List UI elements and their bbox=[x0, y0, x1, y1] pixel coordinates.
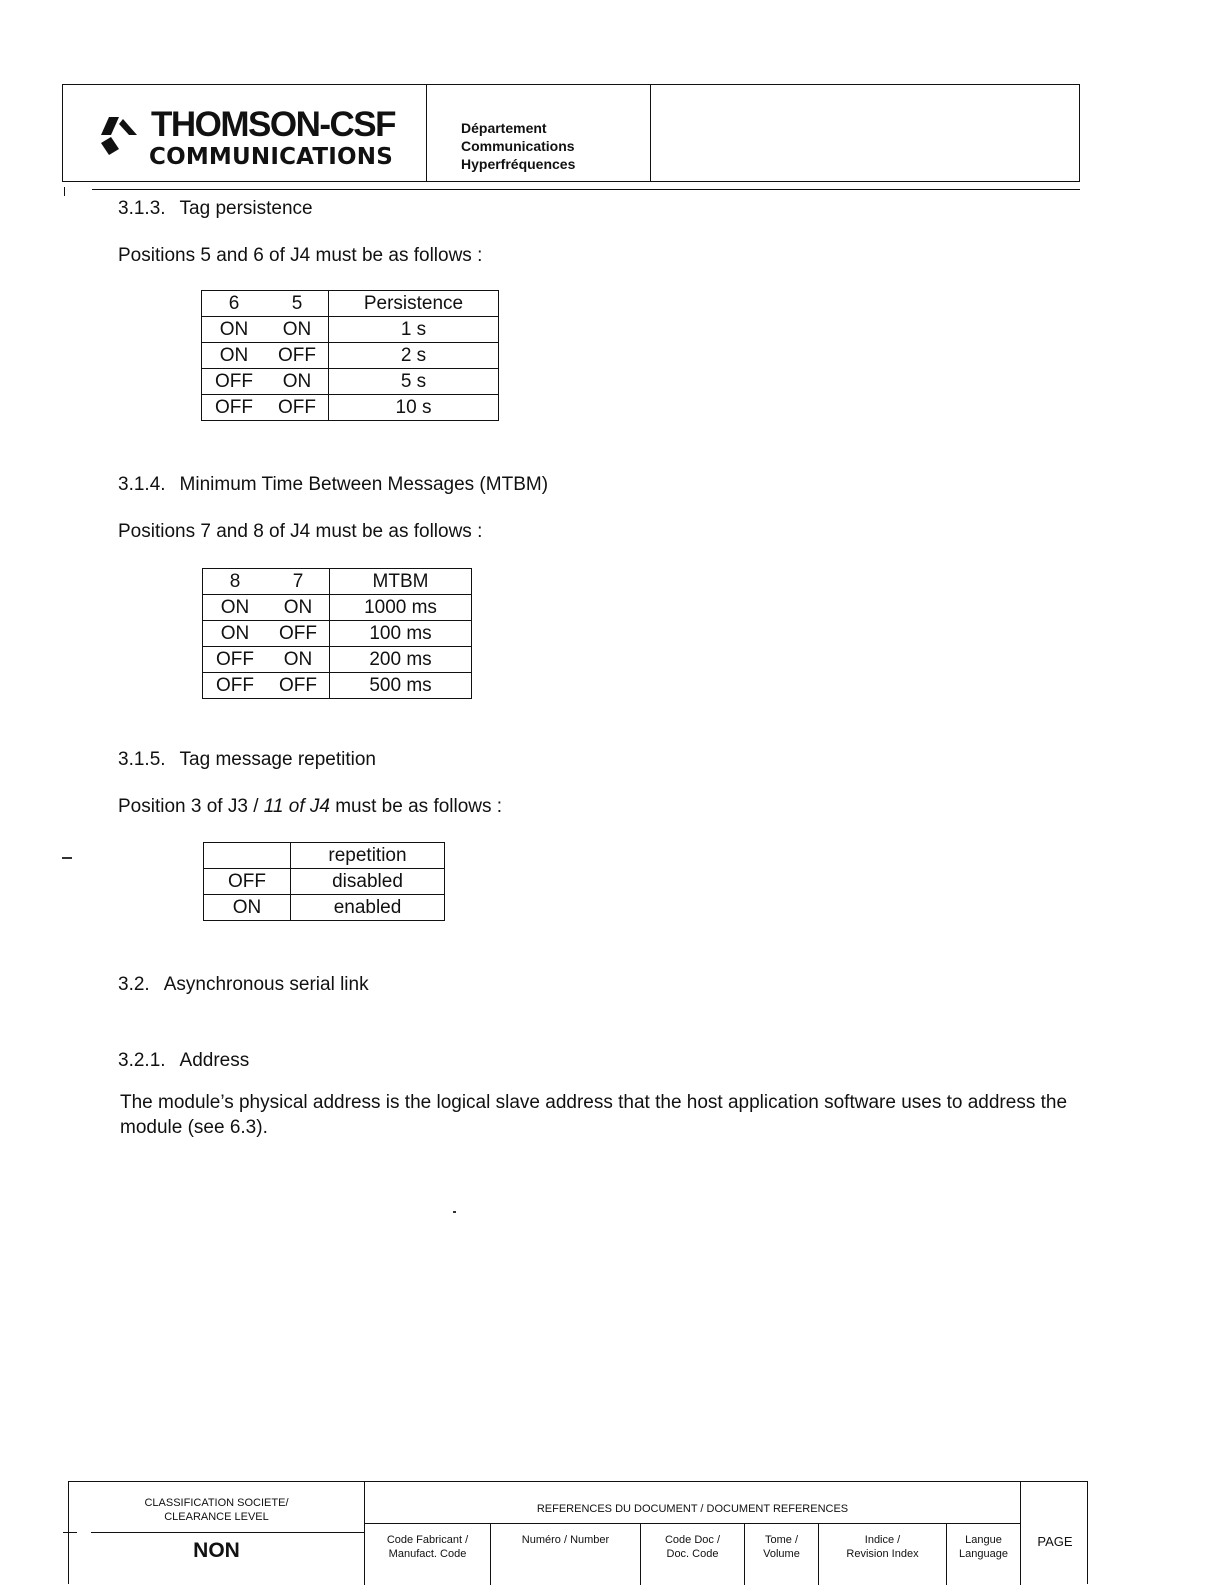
ref-col-language bbox=[947, 1524, 1021, 1585]
table-cell: OFF bbox=[202, 369, 267, 395]
ref-col-volume bbox=[745, 1524, 819, 1585]
persistence-table bbox=[201, 290, 499, 421]
ref-col-doc-code bbox=[641, 1524, 745, 1585]
section-number: 3.1.3. bbox=[118, 198, 166, 219]
table-header-cell: 7 bbox=[267, 569, 330, 595]
ref-col-label: Manufact. Code bbox=[388, 1548, 467, 1560]
table-cell: 2 s bbox=[329, 343, 499, 369]
header-blank-cell bbox=[651, 85, 1079, 181]
section-number: 3.1.4. bbox=[118, 474, 166, 495]
department-cell bbox=[427, 85, 651, 181]
table-row bbox=[204, 895, 445, 921]
table-cell: 1 s bbox=[329, 317, 499, 343]
ref-col-number bbox=[491, 1524, 640, 1547]
table-cell: OFF bbox=[203, 647, 268, 673]
table-row bbox=[203, 647, 472, 673]
section-intro: Positions 7 and 8 of J4 must be as follows : bbox=[118, 521, 483, 542]
scan-speck bbox=[453, 1211, 456, 1213]
ref-col-label: Langue bbox=[965, 1534, 1002, 1546]
table-cell: ON bbox=[203, 595, 268, 621]
ref-col-label: Revision Index bbox=[846, 1548, 919, 1560]
table-cell: OFF bbox=[266, 343, 329, 369]
table-cell: disabled bbox=[291, 869, 445, 895]
ref-col-label: Language bbox=[959, 1548, 1008, 1560]
section-number: 3.2. bbox=[118, 974, 150, 995]
margin-mark bbox=[64, 187, 65, 196]
scan-speck bbox=[62, 857, 72, 859]
intro-text: must be as follows : bbox=[329, 796, 503, 817]
table-header-row bbox=[204, 843, 445, 869]
table-cell: ON bbox=[202, 343, 267, 369]
table-row bbox=[203, 673, 472, 699]
section-title: Address bbox=[179, 1050, 250, 1071]
section-intro bbox=[118, 796, 502, 818]
section-heading-3-1-3 bbox=[118, 198, 313, 220]
company-name: THOMSON-CSF bbox=[151, 105, 396, 144]
table-cell: 1000 ms bbox=[330, 595, 472, 621]
section-body: The module’s physical address is the logical slave address that the host application software uses to address the module (see 6.3). bbox=[120, 1092, 1068, 1138]
ref-col-manufact-code bbox=[365, 1524, 491, 1585]
section-heading-3-2-1 bbox=[118, 1050, 249, 1072]
table-row bbox=[202, 343, 499, 369]
company-division: COMMUNICATIONS bbox=[149, 144, 393, 170]
table-cell: 100 ms bbox=[330, 621, 472, 647]
table-row bbox=[202, 369, 499, 395]
section-number: 3.2.1. bbox=[118, 1050, 166, 1071]
section-heading-3-1-5 bbox=[118, 749, 376, 771]
section-title: Minimum Time Between Messages (MTBM) bbox=[179, 474, 549, 495]
classification-cell bbox=[69, 1482, 365, 1585]
document-footer bbox=[68, 1481, 1088, 1584]
thomson-logo-icon bbox=[97, 113, 143, 159]
classification-value: NON bbox=[193, 1539, 240, 1562]
table-cell: OFF bbox=[267, 621, 330, 647]
intro-text: Position 3 of J3 / bbox=[118, 796, 264, 817]
classification-label: CLASSIFICATION SOCIETE/ bbox=[144, 1497, 289, 1509]
table-header-row bbox=[202, 291, 499, 317]
ref-col-label: Indice / bbox=[864, 1534, 901, 1546]
section-number: 3.1.5. bbox=[118, 749, 166, 770]
table-cell: 500 ms bbox=[330, 673, 472, 699]
department-line: Département bbox=[461, 120, 547, 136]
table-row bbox=[203, 621, 472, 647]
repetition-table bbox=[203, 842, 445, 921]
table-row bbox=[202, 317, 499, 343]
table-header-cell: Persistence bbox=[329, 291, 499, 317]
table-cell: 5 s bbox=[329, 369, 499, 395]
classification-label: CLEARANCE LEVEL bbox=[164, 1511, 269, 1523]
ref-col-label: Doc. Code bbox=[666, 1548, 719, 1560]
classification-divider bbox=[91, 1532, 364, 1533]
ref-col-label: Code Fabricant / bbox=[386, 1534, 469, 1546]
ref-col-label: Volume bbox=[763, 1548, 800, 1560]
table-cell: enabled bbox=[291, 895, 445, 921]
table-cell: ON bbox=[267, 595, 330, 621]
header-divider bbox=[92, 189, 1080, 190]
table-cell: OFF bbox=[267, 673, 330, 699]
table-header-cell: MTBM bbox=[330, 569, 472, 595]
ref-col-revision-index bbox=[819, 1524, 947, 1585]
table-cell: OFF bbox=[203, 673, 268, 699]
table-header-cell: 8 bbox=[203, 569, 268, 595]
table-row bbox=[202, 395, 499, 421]
section-heading-3-1-4 bbox=[118, 474, 548, 496]
ref-col-label: Numéro / Number bbox=[521, 1534, 610, 1546]
ref-columns-1-2 bbox=[365, 1524, 641, 1585]
department-line: Communications bbox=[461, 138, 575, 154]
table-cell: OFF bbox=[204, 869, 291, 895]
table-header-cell: 5 bbox=[266, 291, 329, 317]
section-title: Tag message repetition bbox=[179, 749, 376, 770]
table-cell: OFF bbox=[202, 395, 267, 421]
section-title: Tag persistence bbox=[179, 198, 313, 219]
table-header-cell bbox=[204, 843, 291, 869]
document-header bbox=[62, 84, 1080, 182]
table-cell: OFF bbox=[266, 395, 329, 421]
table-cell: ON bbox=[266, 369, 329, 395]
table-cell: 10 s bbox=[329, 395, 499, 421]
table-cell: ON bbox=[203, 621, 268, 647]
ref-col-label: Tome / bbox=[764, 1534, 798, 1546]
page-label: PAGE bbox=[1037, 1534, 1073, 1549]
table-cell: ON bbox=[267, 647, 330, 673]
table-header-row bbox=[203, 569, 472, 595]
section-title: Asynchronous serial link bbox=[163, 974, 369, 995]
table-cell: ON bbox=[204, 895, 291, 921]
table-cell: ON bbox=[266, 317, 329, 343]
section-heading-3-2 bbox=[118, 974, 369, 996]
section-intro: Positions 5 and 6 of J4 must be as follows : bbox=[118, 245, 483, 266]
company-logo-cell bbox=[63, 85, 427, 181]
table-cell: 200 ms bbox=[330, 647, 472, 673]
ref-col-label: Code Doc / bbox=[664, 1534, 721, 1546]
references-title: REFERENCES DU DOCUMENT / DOCUMENT REFERENCES bbox=[365, 1482, 1021, 1524]
margin-mark bbox=[63, 1532, 77, 1533]
table-header-cell: repetition bbox=[291, 843, 445, 869]
department-line: Hyperfréquences bbox=[461, 156, 576, 172]
table-row bbox=[204, 869, 445, 895]
intro-text-italic: 11 of J4 bbox=[263, 796, 330, 817]
mtbm-table bbox=[202, 568, 472, 699]
table-header-cell: 6 bbox=[202, 291, 267, 317]
table-cell: ON bbox=[202, 317, 267, 343]
table-row bbox=[203, 595, 472, 621]
